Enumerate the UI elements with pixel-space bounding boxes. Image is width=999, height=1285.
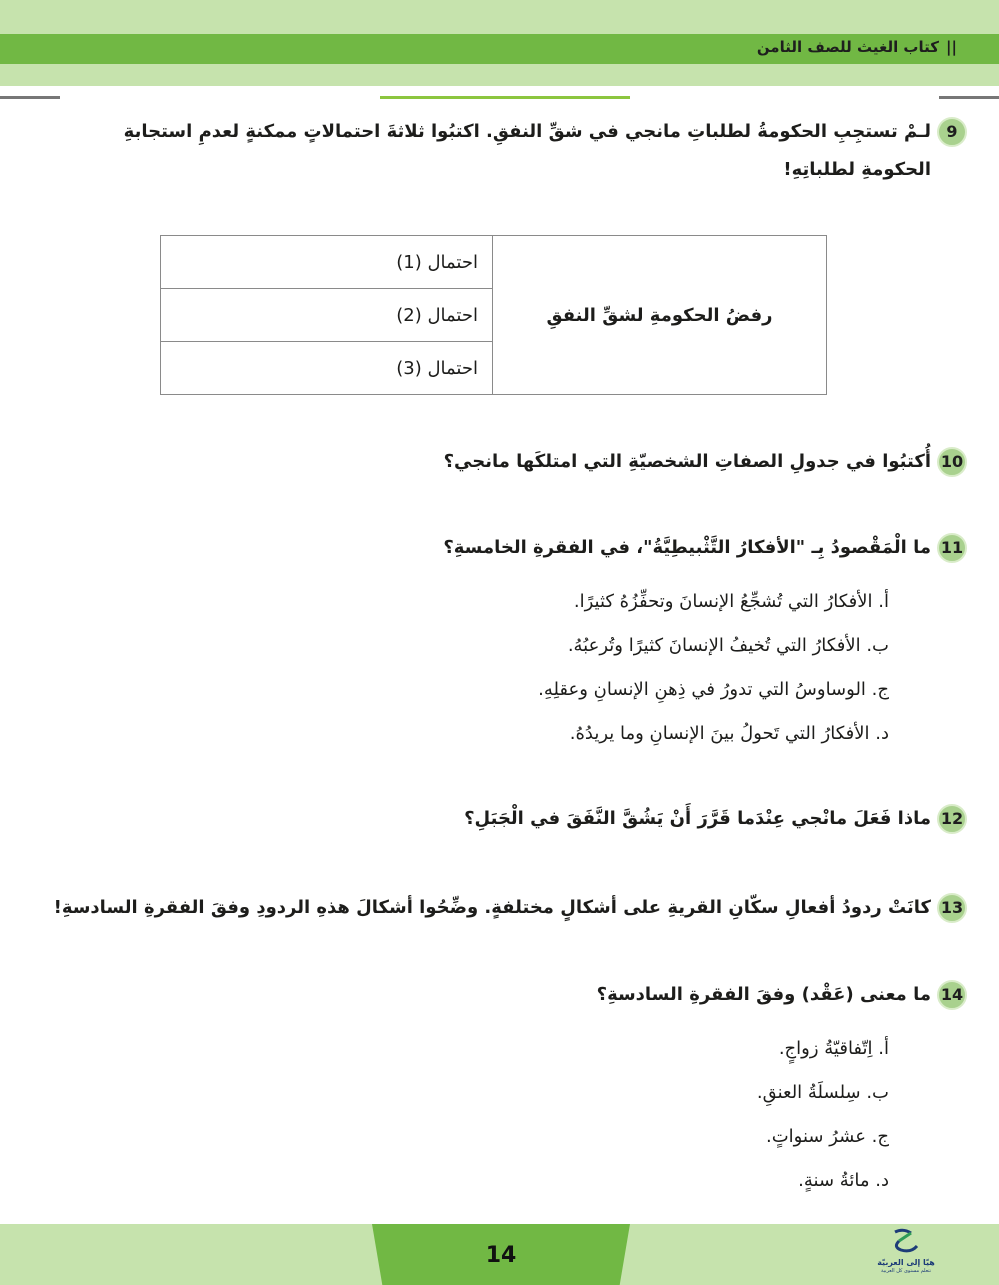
page-number: 14 [485,1243,517,1268]
table-cell-possibility-3[interactable]: احتمال (3) [161,342,493,395]
logo-icon [889,1228,923,1254]
question-number-badge: 9 [937,117,967,147]
possibilities-table [160,235,827,395]
logo-name: هيّا إلى العربيّة [877,1258,935,1267]
option-a[interactable]: أ. الأفكارُ التي تُشجِّعُ الإنسانَ وتحفِّزُهُ كثيرًا. [573,591,889,612]
question-number-badge: 12 [937,804,967,834]
question-10 [443,443,964,481]
header-top-band [0,0,999,34]
table-cell-possibility-1[interactable]: احتمال (1) [161,236,493,289]
option-d[interactable]: د. مائةُ سنةٍ. [798,1170,889,1191]
question-12 [464,800,964,838]
question-number-badge: 10 [937,447,967,477]
question-text: ما معنى (عَقْد) وفقَ الفقرةِ السادسةِ؟ [596,984,931,1005]
option-d[interactable]: د. الأفكارُ التي تَحولُ بينَ الإنسانِ وما يريدُهُ. [569,723,889,744]
publisher-logo [876,1228,936,1280]
option-b[interactable]: ب. الأفكارُ التي تُخيفُ الإنسانَ كثيرًا وتُرعبُهُ. [567,635,889,656]
option-a[interactable]: أ. اِتّفاقيّةُ زواجٍ. [778,1038,889,1059]
question-text-line2: الحكومةِ لطلباتِهِ! [783,159,931,180]
table-cell-possibility-2[interactable]: احتمال (2) [161,289,493,342]
table-row [161,236,827,289]
question-14 [596,976,964,1014]
divider-center [380,96,630,99]
question-text: أُكتبُوا في جدولِ الصفاتِ الشخصيّةِ التي امتلكَها مانجي؟ [443,451,931,472]
question-13 [53,889,964,927]
question-text-line1: لـمْ تستجِبِ الحكومةُ لطلباتِ مانجي في شقِّ النفقِ. اكتبُوا ثلاثةَ احتمالاتٍ ممكنةٍ لعدمِ استجابةِ [123,121,931,142]
question-number-badge: 11 [937,533,967,563]
question-text: كانَتْ ردودُ أفعالِ سكّانِ القريةِ على أشكالٍ مختلفةٍ. وضِّحُوا أشكالَ هذهِ الردودِ وفقَ الفقرةِ السادسةِ! [53,897,931,918]
question-number-badge: 13 [937,893,967,923]
question-11 [443,529,964,567]
option-c[interactable]: ج. عشرُ سنواتٍ. [766,1126,889,1147]
header-separator: || [946,38,957,56]
q11-options [538,580,889,756]
option-b[interactable]: ب. سِلسلَةُ العنقِ. [756,1082,889,1103]
question-number-badge: 14 [937,980,967,1010]
q14-options [757,1027,889,1203]
book-title: كتاب الغيث للصف الثامن [756,38,939,56]
table-row-header: رفضُ الحكومةِ لشقِّ النفقِ [493,236,827,395]
question-text: ماذا فَعَلَ مانْجي عِنْدَما قَرَّرَ أَنْ يَشُقَّ النَّفَقَ في الْجَبَلِ؟ [464,808,931,829]
header-title-band [0,34,999,64]
question-text: ما الْمَقْصودُ بِـ "الأفكارُ التَّثْبيطِيَّةُ"، في الفقرةِ الخامسةِ؟ [443,537,931,558]
header-bottom-band [0,64,999,86]
divider-left [0,96,60,99]
question-9 [123,113,958,189]
divider-right [939,96,999,99]
logo-tagline: نتعلم مستوى كل العربية [880,1268,932,1274]
option-c[interactable]: ج. الوساوسُ التي تدورُ في ذِهنِ الإنسانِ وعقلِهِ. [538,679,889,700]
